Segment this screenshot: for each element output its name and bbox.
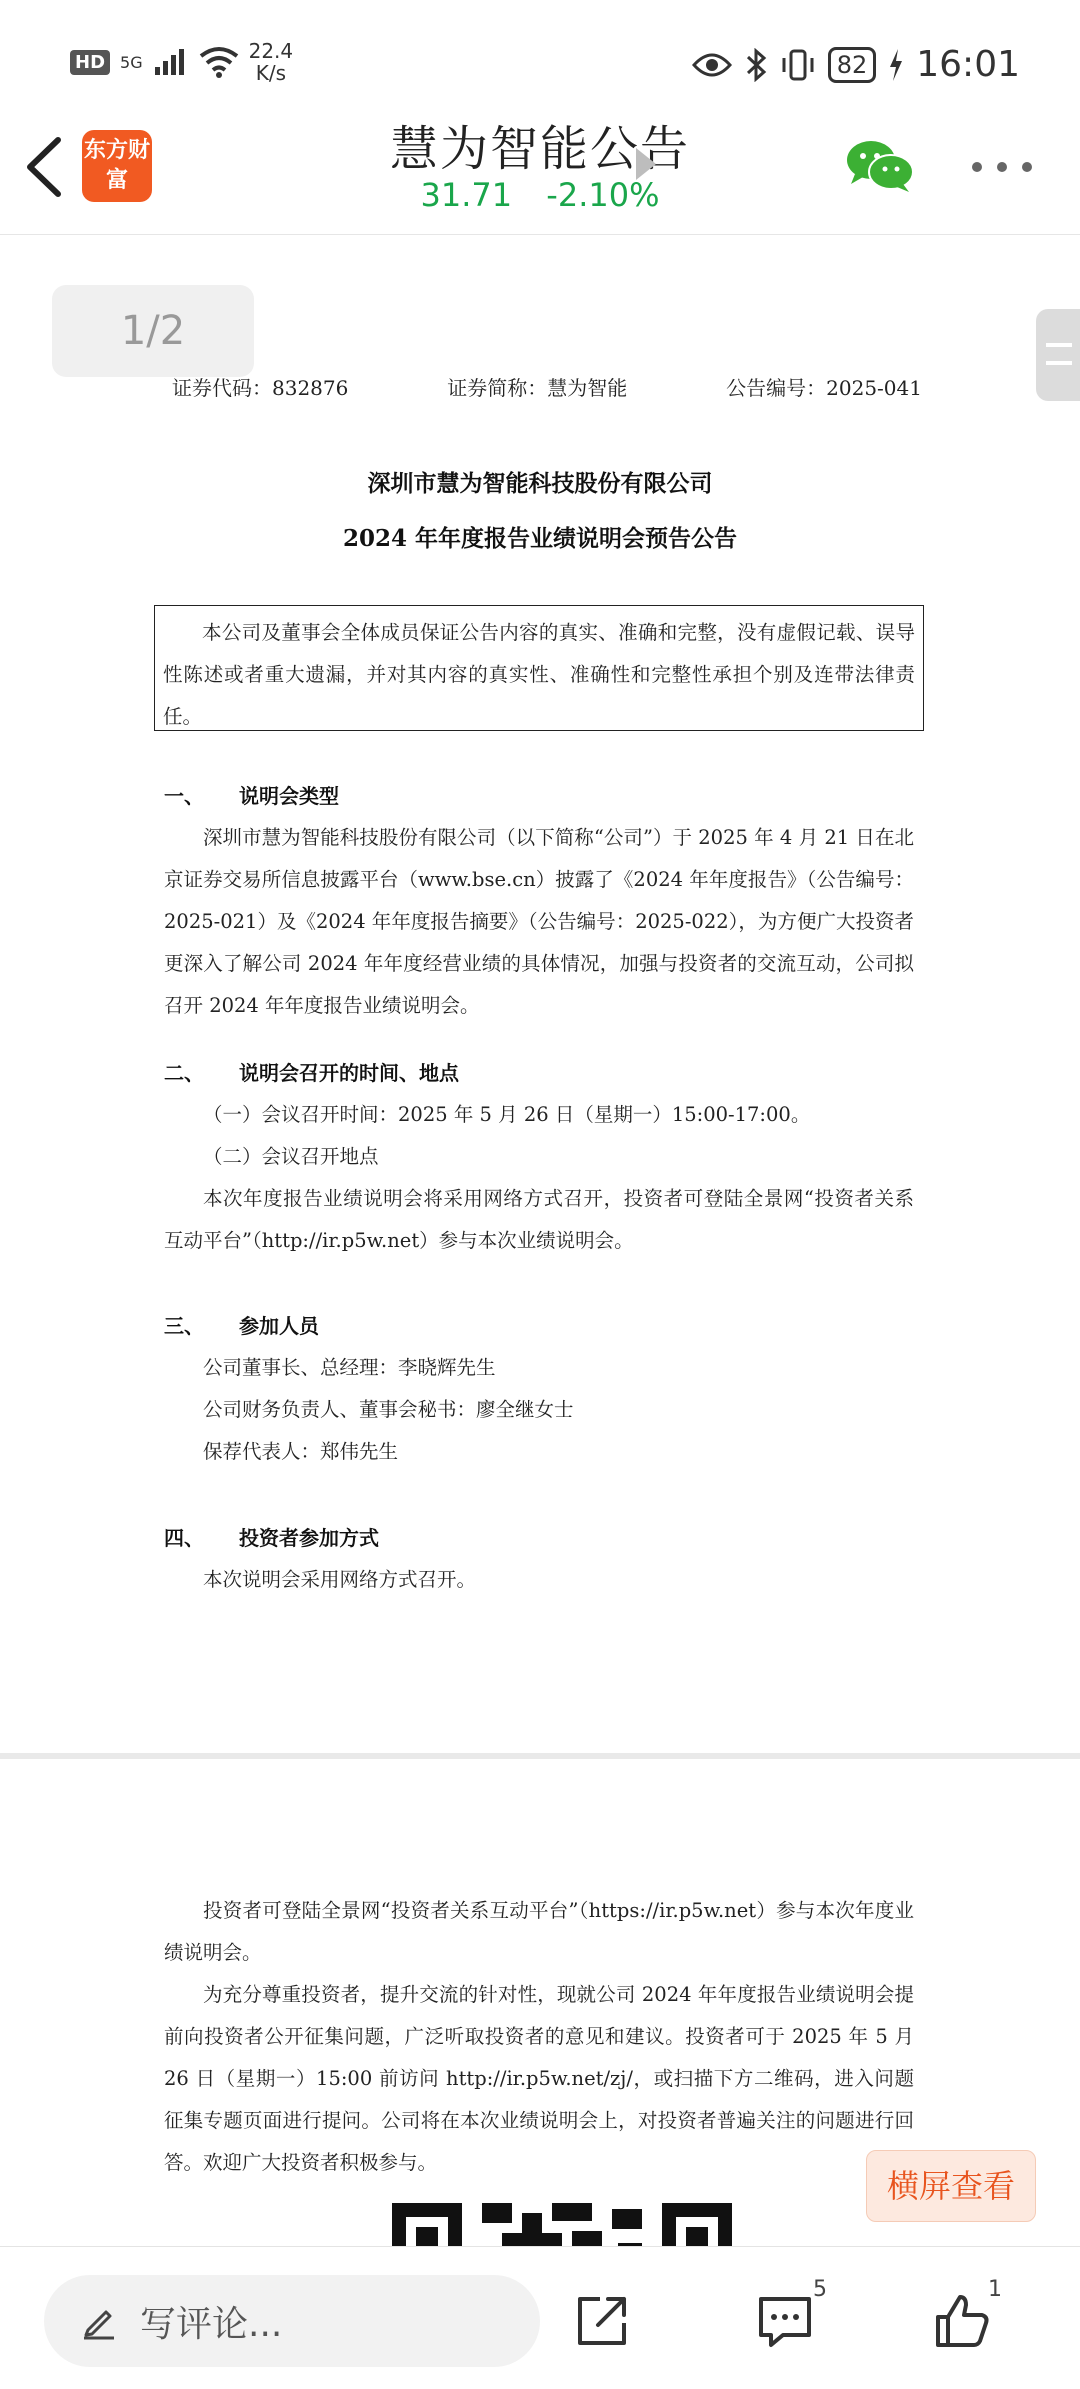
signal-icon [153, 47, 189, 77]
pencil-icon [80, 2302, 118, 2340]
meeting-time: （一）会议召开时间：2025 年 5 月 26 日（星期一）15:00-17:00。 [203, 1103, 811, 1126]
wifi-icon [199, 46, 239, 78]
wechat-share-icon[interactable] [845, 138, 915, 194]
section-heading [164, 1052, 914, 1094]
like-count: 1 [988, 2277, 1002, 2302]
comment-icon[interactable] [755, 2291, 815, 2351]
share-icon[interactable] [572, 2291, 632, 2351]
bottom-action-bar [0, 2246, 1080, 2389]
section-number: 四、 [164, 1526, 204, 1550]
play-arrow-icon[interactable] [636, 148, 656, 180]
app-logo[interactable]: 东方财富 [82, 130, 152, 202]
comment-count: 5 [813, 2277, 827, 2302]
speed-unit: K/s [255, 61, 286, 85]
stock-change: -2.10% [546, 176, 660, 214]
section-body: 深圳市慧为智能科技股份有限公司（以下简称“公司”）于 2025 年 4 月 21 日在北京证券交易所信息披露平台（www.bse.cn）披露了《2024 年年度报告》（公告编号：2025-021）及《2024 年年度报告摘要》（公告编号：2025-022），为方便广大投资者更深入了解公司 2024 年年度经营业绩的具体情况，加强与投资者的交流互动，公司拟召开 2024 年年度报告业绩说明会。 [164, 826, 914, 1017]
participant-chairman: 公司董事长、总经理：李晓辉先生 [203, 1356, 496, 1379]
company-name-heading: 深圳市慧为智能科技股份有限公司 [367, 470, 713, 497]
section-1 [164, 775, 914, 1027]
notice-title: 2024 年年度报告业绩说明会预告公告 [342, 525, 738, 552]
section-number: 一、 [164, 784, 204, 808]
section-title: 投资者参加方式 [239, 1526, 379, 1550]
section-title: 说明会类型 [239, 784, 339, 808]
side-drawer-handle[interactable] [1036, 309, 1080, 401]
stock-quote [0, 176, 1080, 214]
section-heading [164, 775, 914, 817]
page-divider [0, 1753, 1080, 1759]
participant-secretary: 公司财务负责人、董事会秘书：廖全继女士 [203, 1398, 574, 1421]
network-type: 5G [120, 52, 143, 72]
section-number: 三、 [164, 1314, 204, 1338]
disclaimer-text: 本公司及董事会全体成员保证公告内容的真实、准确和完整，没有虚假记载、误导性陈述或者重大遗漏，并对其内容的真实性、准确性和完整性承担个别及连带法律责任。 [163, 621, 915, 728]
section-heading [164, 1305, 914, 1347]
page-2-paragraph-1: 投资者可登陆全景网“投资者关系互动平台”（https://ir.p5w.net）参与本次年度业绩说明会。 [164, 1899, 914, 1964]
section-heading [164, 1517, 914, 1559]
page-2-content [164, 1890, 914, 2184]
section-2 [164, 1052, 914, 1262]
document-meta [172, 372, 922, 401]
more-icon[interactable] [972, 162, 1032, 174]
bluetooth-icon [744, 48, 768, 82]
status-right [692, 44, 1020, 85]
section-number: 二、 [164, 1061, 204, 1085]
section-body: 本次年度报告业绩说明会将采用网络方式召开，投资者可登陆全景网“投资者关系互动平台”（http://ir.p5w.net）参与本次业绩说明会。 [164, 1187, 914, 1252]
security-code: 证券代码：832876 [172, 376, 349, 400]
hd-badge: HD [70, 50, 110, 75]
landscape-view-button[interactable]: 横屏查看 [866, 2150, 1036, 2222]
meeting-location-label: （二）会议召开地点 [203, 1145, 379, 1168]
security-short-name: 证券简称：慧为智能 [447, 376, 628, 400]
disclaimer-box [154, 605, 924, 731]
section-3 [164, 1305, 914, 1473]
network-speed [249, 40, 294, 84]
eye-icon [692, 51, 732, 79]
participant-sponsor: 保荐代表人：郑伟先生 [203, 1440, 399, 1463]
clock: 16:01 [916, 44, 1020, 85]
comment-placeholder: 写评论... [140, 2303, 283, 2345]
section-title: 说明会召开的时间、地点 [239, 1061, 459, 1085]
status-left [70, 40, 293, 84]
speed-value: 22.4 [248, 39, 294, 63]
battery-level: 82 [828, 47, 877, 83]
page-title: 慧为智能公告 [389, 121, 690, 177]
top-navbar [0, 100, 1080, 235]
section-4 [164, 1517, 914, 1601]
stock-price: 31.71 [420, 176, 513, 214]
page-indicator: 1/2 [52, 285, 254, 377]
like-icon[interactable] [932, 2291, 992, 2351]
notice-number: 公告编号：2025-041 [726, 376, 922, 400]
section-title: 参加人员 [239, 1314, 319, 1338]
participation-method: 本次说明会采用网络方式召开。 [203, 1568, 477, 1591]
comment-input[interactable] [44, 2275, 540, 2367]
page-2-paragraph-2: 为充分尊重投资者，提升交流的针对性，现就公司 2024 年年度报告业绩说明会提前向投资者公开征集问题，广泛听取投资者的意见和建议。投资者可于 2025 年 5 月 26 日（星期一）15:00 前访问 http://ir.p5w.net/zj/，或扫描下方二维码，进入问题征集专题页面进行提问。公司将在本次业绩说明会上，对投资者普遍关注的问题进行回答。欢迎广大投资者积极参与。 [164, 1983, 914, 2174]
vibrate-icon [780, 49, 816, 81]
document-viewer[interactable] [0, 235, 1080, 2245]
charging-icon [888, 49, 904, 81]
